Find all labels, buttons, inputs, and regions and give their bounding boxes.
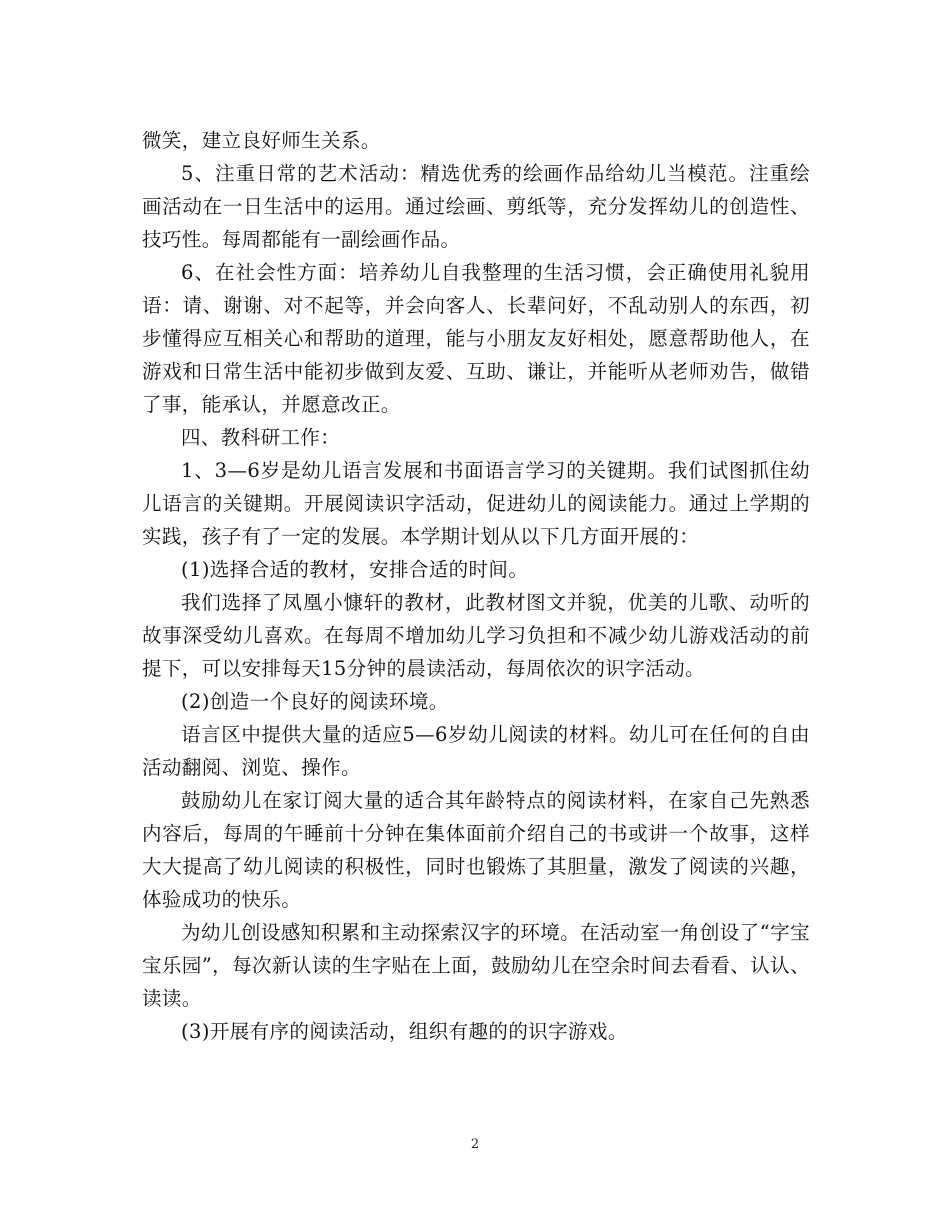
subheading: (3)开展有序的阅读活动，组织有趣的的识字游戏。 <box>181 1020 628 1043</box>
subheading: (2)创造一个良好的阅读环境。 <box>181 690 449 713</box>
paragraph: 我们选择了凤凰小慷轩的教材，此教材图文并貌，优美的儿歌、动听的故事深受幼儿喜欢。在每周不增加幼儿学习负担和不减少幼儿游戏活动的前提下，可以安排每天15分钟的晨读活动，每周依次的识字活动。 <box>142 591 810 680</box>
paragraph: 语言区中提供大量的适应5—6岁幼儿阅读的材料。幼儿可在任何的自由活动翻阅、浏览、操作。 <box>142 723 810 779</box>
paragraph: 为幼儿创设感知积累和主动探索汉字的环境。在活动室一角创设了“字宝宝乐园”，每次新认读的生字贴在上面，鼓励幼儿在空余时间去看看、认认、读读。 <box>142 921 810 1010</box>
subheading: (1)选择合适的教材，安排合适的时间。 <box>181 558 529 581</box>
paragraph: 1、3—6岁是幼儿语言发展和书面语言学习的关键期。我们试图抓住幼儿语言的关键期。开展阅读识字活动，促进幼儿的阅读能力。通过上学期的实践，孩子有了一定的发展。本学期计划从以下几方面开展的： <box>142 459 810 548</box>
paragraph: 5、注重日常的艺术活动：精选优秀的绘画作品给幼儿当模范。注重绘画活动在一日生活中的运用。通过绘画、剪纸等，充分发挥幼儿的创造性、技巧性。每周都能有一副绘画作品。 <box>142 162 810 251</box>
paragraph: 6、在社会性方面：培养幼儿自我整理的生活习惯，会正确使用礼貌用语：请、谢谢、对不起等，并会向客人、长辈问好，不乱动别人的东西，初步懂得应互相关心和帮助的道理，能与小朋友友好相处，愿意帮助他人，在游戏和日常生活中能初步做到友爱、互助、谦让，并能听从老师劝告，做错了事，能承认，并愿意改正。 <box>142 261 810 416</box>
section-heading: 四、教科研工作： <box>181 426 341 449</box>
page-number: 2 <box>470 1137 480 1152</box>
paragraph: 微笑，建立良好师生关系。 <box>142 129 381 152</box>
paragraph: 鼓励幼儿在家订阅大量的适合其年龄特点的阅读材料，在家自己先熟悉内容后，每周的午睡前十分钟在集体面前介绍自己的书或讲一个故事，这样大大提高了幼儿阅读的积极性，同时也锻炼了其胆量，激发了阅读的兴趣，体验成功的快乐。 <box>142 789 810 911</box>
document-body <box>142 124 810 1048</box>
